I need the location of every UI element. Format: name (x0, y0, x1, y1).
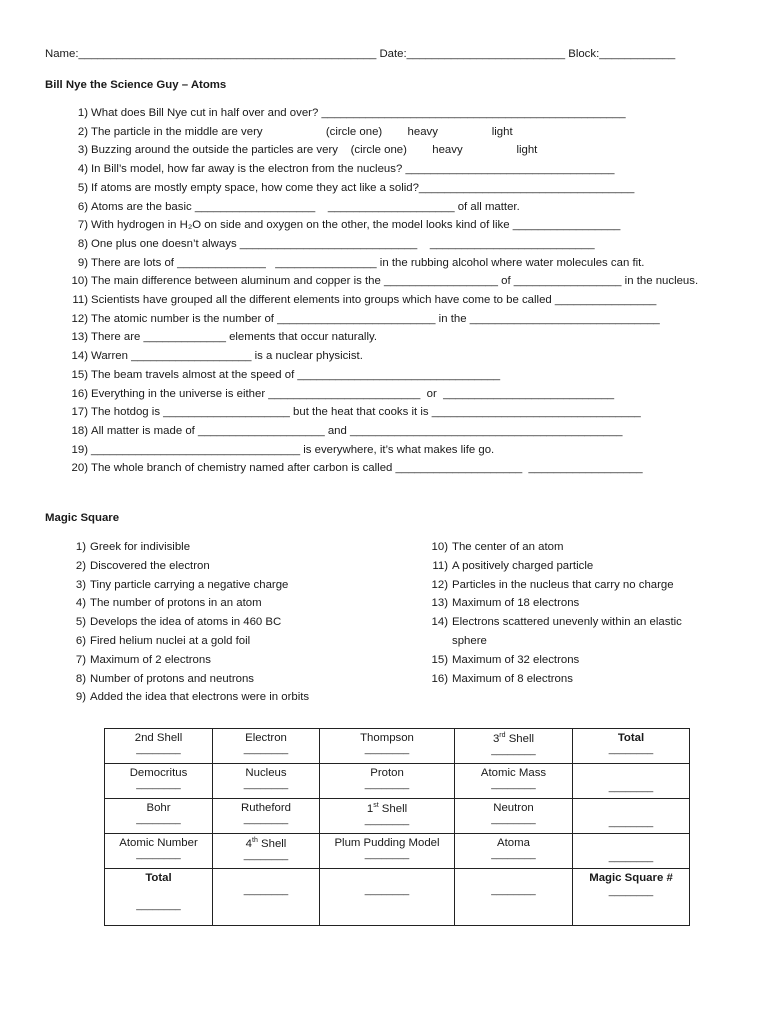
grid-cell-label: Total (145, 872, 172, 884)
question-text: The main difference between aluminum and copper is the __________________ of _________________ in the nucleus. (91, 275, 699, 288)
question-number: 16) (71, 387, 88, 400)
grid-cell[interactable] (573, 834, 690, 869)
grid-cell[interactable] (213, 764, 320, 799)
grid-cell[interactable] (105, 799, 213, 834)
grid-cell[interactable] (455, 729, 573, 764)
clue-text: A positively charged particle (452, 559, 594, 572)
question-item (66, 385, 746, 404)
grid-cell[interactable] (455, 799, 573, 834)
grid-cell-label: Plum Pudding Model (334, 837, 440, 849)
grid-cell-label: Atomic Mass (480, 767, 547, 779)
question-item (66, 198, 746, 217)
question-item (66, 366, 746, 385)
clue-item (430, 651, 720, 670)
question-item (66, 160, 746, 179)
question-text: The hotdog is ____________________ but the heat that cooks it is _________________________________ (91, 406, 641, 419)
question-item (66, 328, 746, 347)
question-item (66, 123, 746, 142)
question-item (66, 310, 746, 329)
answer-blank[interactable]: ________ (243, 849, 289, 861)
question-number: 7) (77, 219, 88, 232)
grid-cell-label: Nucleus (245, 767, 287, 779)
answer-blank[interactable]: ________ (364, 779, 410, 790)
clue-text: Maximum of 2 electrons (90, 653, 211, 666)
question-number: 3) (77, 144, 88, 157)
clue-number: 13) (431, 597, 448, 610)
question-text: What does Bill Nye cut in half over and over? ________________________________________________ (91, 107, 626, 119)
clue-item (430, 594, 720, 613)
grid-row (105, 834, 690, 869)
question-text: Scientists have grouped all the different elements into groups which have come to be called ________________ (91, 294, 657, 307)
grid-row (105, 729, 690, 764)
clue-text: Electrons scattered unevenly within an elastic sphere (452, 616, 682, 647)
clues-right (430, 538, 720, 688)
answer-blank[interactable]: ________ (364, 849, 410, 860)
grid-cell[interactable] (105, 869, 213, 926)
answer-blank[interactable]: ________ (136, 900, 181, 911)
clue-number: 8) (75, 672, 86, 685)
clue-item (66, 632, 426, 651)
clue-number: 2) (75, 559, 86, 572)
clue-text: The center of an atom (452, 541, 564, 553)
grid-row (105, 799, 690, 834)
clue-text: Greek for indivisible (90, 541, 191, 553)
clue-number: 4) (75, 597, 86, 610)
header-fields: Name:_______________________________________________ Date:_________________________ Block:____________ (45, 48, 676, 60)
grid-cell[interactable] (455, 764, 573, 799)
answer-blank[interactable]: ________ (243, 814, 289, 825)
answer-blank[interactable]: ________ (491, 779, 536, 790)
clue-item (430, 557, 720, 576)
clue-item (66, 670, 426, 689)
question-number: 1) (77, 107, 88, 119)
question-text: In Bill’s model, how far away is the electron from the nucleus? _________________________________ (91, 163, 615, 176)
question-text: Warren ___________________ is a nuclear physicist. (91, 350, 363, 363)
question-item (66, 272, 746, 291)
question-number: 8) (77, 237, 88, 250)
question-number: 12) (71, 312, 88, 325)
question-text: With hydrogen in H₂O on side and oxygen on the other, the model looks kind of like _________________ (91, 219, 621, 232)
grid-cell[interactable] (573, 799, 690, 834)
question-text: Atoms are the basic ___________________ ____________________ of all matter. (91, 200, 520, 213)
grid-cell-label: Total (617, 732, 645, 744)
clue-item (66, 576, 426, 595)
question-text: The whole branch of chemistry named after carbon is called ____________________ __________________ (91, 462, 643, 475)
clue-text: Tiny particle carrying a negative charge (90, 578, 289, 591)
clue-number: 12) (431, 578, 448, 591)
clue-item (430, 538, 720, 557)
grid-cell[interactable] (213, 729, 320, 764)
grid-cell[interactable] (320, 729, 455, 764)
answer-blank[interactable]: ________ (491, 744, 536, 756)
clue-number: 9) (75, 691, 86, 704)
magic-square-title: Magic Square (45, 512, 120, 524)
question-text: If atoms are mostly empty space, how come they act like a solid?__________________________________ (91, 181, 635, 194)
grid-cell-label: Rutheford (240, 802, 292, 814)
question-number: 13) (71, 331, 88, 344)
question-text: Everything in the universe is either ________________________ or ___________________________ (91, 387, 615, 400)
question-number: 6) (77, 200, 88, 213)
question-text: There are lots of ______________ ________________ in the rubbing alcohol where water molecules can fit. (91, 256, 645, 269)
grid-cell[interactable] (320, 764, 455, 799)
grid-cell-label: 4th Shell (245, 837, 287, 850)
grid-cell[interactable] (573, 729, 690, 764)
grid-cell[interactable] (573, 764, 690, 799)
question-text: Buzzing around the outside the particles are very (circle one) heavy light (91, 144, 538, 157)
answer-blank[interactable]: ________ (491, 814, 536, 825)
answer-blank[interactable]: ________ (608, 852, 654, 863)
grid-cell[interactable] (105, 764, 213, 799)
grid-cell-label: Electron (245, 732, 287, 744)
grid-cell[interactable] (213, 834, 320, 869)
question-number: 2) (77, 125, 88, 138)
question-item (66, 254, 746, 273)
clue-number: 5) (75, 616, 86, 629)
question-item (66, 141, 746, 160)
grid-cell-label: 2nd Shell (134, 732, 183, 744)
grid-cell-label: Atomic Number (119, 837, 198, 849)
clue-item (66, 688, 426, 707)
clue-text: Discovered the electron (90, 559, 210, 572)
clue-item (430, 670, 720, 689)
answer-blank[interactable]: ________ (608, 886, 654, 897)
clue-number: 6) (75, 634, 86, 647)
question-number: 19) (71, 443, 88, 456)
clue-number: 16) (431, 672, 448, 685)
grid-cell-label: Atoma (497, 837, 530, 849)
grid-cell[interactable] (573, 869, 690, 926)
question-item (66, 235, 746, 254)
answer-blank[interactable]: ________ (608, 744, 654, 755)
grid-row (105, 764, 690, 799)
grid-cell-label: Bohr (146, 802, 171, 814)
answer-blank[interactable]: ________ (243, 779, 289, 790)
question-number: 9) (77, 256, 88, 269)
answer-blank[interactable]: ________ (136, 814, 181, 825)
magic-square-grid (104, 728, 690, 926)
question-item (66, 441, 746, 460)
question-item (66, 179, 746, 198)
grid-cell-label: Magic Square # (589, 872, 673, 884)
clue-number: 1) (75, 541, 86, 553)
question-text: The beam travels almost at the speed of ________________________________ (91, 368, 501, 381)
answer-blank[interactable]: ________ (608, 782, 654, 793)
question-number: 17) (71, 406, 88, 419)
question-text: _________________________________ is everywhere, it’s what makes life go. (91, 443, 495, 456)
clue-item (66, 538, 426, 557)
clue-number: 10) (431, 541, 448, 553)
grid-cell-label: 1st Shell (366, 802, 408, 815)
grid-cell[interactable] (105, 834, 213, 869)
clue-number: 3) (75, 578, 86, 591)
question-number: 15) (71, 368, 88, 381)
grid-cell[interactable] (320, 799, 455, 834)
grid-cell-label: 3rd Shell (492, 732, 535, 745)
grid-row (105, 869, 690, 926)
question-list (66, 104, 746, 478)
clue-number: 14) (431, 616, 448, 629)
answer-blank[interactable]: ________ (364, 885, 410, 896)
clue-text: Number of protons and neutrons (90, 672, 254, 685)
clue-text: Maximum of 32 electrons (452, 653, 580, 666)
grid-cell[interactable] (320, 834, 455, 869)
grid-cell[interactable] (455, 834, 573, 869)
question-text: There are _____________ elements that occur naturally. (91, 331, 378, 344)
answer-blank[interactable]: ________ (608, 817, 654, 828)
clue-item (66, 651, 426, 670)
question-number: 20) (71, 462, 88, 475)
clue-text: Added the idea that electrons were in orbits (90, 691, 310, 704)
question-text: The atomic number is the number of _________________________ in the ______________________________ (91, 312, 660, 325)
grid-cell[interactable] (213, 799, 320, 834)
question-number: 14) (71, 350, 88, 363)
question-item (66, 347, 746, 366)
answer-blank[interactable]: ________ (243, 744, 289, 755)
question-text: All matter is made of ____________________ and ___________________________________________ (91, 424, 623, 437)
answer-blank[interactable]: ________ (243, 885, 289, 896)
clue-text: The number of protons in an atom (90, 597, 262, 610)
clue-number: 7) (75, 653, 86, 666)
question-item (66, 216, 746, 235)
question-number: 11) (72, 294, 88, 307)
clue-text: Maximum of 18 electrons (452, 597, 580, 610)
clue-item (430, 576, 720, 595)
clue-text: Fired helium nuclei at a gold foil (90, 634, 251, 647)
answer-blank[interactable]: ________ (136, 744, 181, 755)
question-item (66, 422, 746, 441)
answer-blank[interactable]: ________ (364, 814, 410, 826)
clue-text: Maximum of 8 electrons (452, 672, 573, 685)
grid-cell[interactable] (320, 869, 455, 926)
clue-number: 15) (431, 653, 448, 666)
question-text: One plus one doesn’t always ____________________________ __________________________ (91, 237, 595, 250)
clue-item (66, 613, 426, 632)
clue-item (430, 613, 720, 651)
grid-cell-label: Thompson (360, 732, 414, 744)
clue-number: 11) (432, 559, 448, 572)
grid-cell[interactable] (455, 869, 573, 926)
answer-blank[interactable]: ________ (136, 849, 181, 860)
answer-blank[interactable]: ________ (491, 849, 536, 860)
grid-cell[interactable] (105, 729, 213, 764)
clues-left (66, 538, 426, 707)
question-item (66, 104, 746, 123)
clue-text: Particles in the nucleus that carry no charge (452, 578, 674, 591)
question-item (66, 291, 746, 310)
answer-blank[interactable]: ________ (364, 744, 410, 755)
question-text: The particle in the middle are very (circle one) heavy light (91, 125, 513, 138)
grid-cell-label: Neutron (493, 802, 534, 814)
answer-blank[interactable]: ________ (491, 885, 536, 896)
worksheet-title: Bill Nye the Science Guy – Atoms (45, 79, 227, 91)
question-number: 5) (77, 181, 88, 194)
question-number: 10) (71, 275, 88, 288)
grid-cell[interactable] (213, 869, 320, 926)
question-number: 4) (77, 163, 88, 176)
question-item (66, 459, 746, 478)
grid-cell-label: Democritus (129, 767, 188, 779)
clue-text: Develops the idea of atoms in 460 BC (90, 616, 282, 629)
question-number: 18) (71, 424, 88, 437)
question-item (66, 403, 746, 422)
answer-blank[interactable]: ________ (136, 779, 181, 790)
grid-cell-label: Proton (370, 767, 404, 779)
clue-item (66, 594, 426, 613)
clue-item (66, 557, 426, 576)
